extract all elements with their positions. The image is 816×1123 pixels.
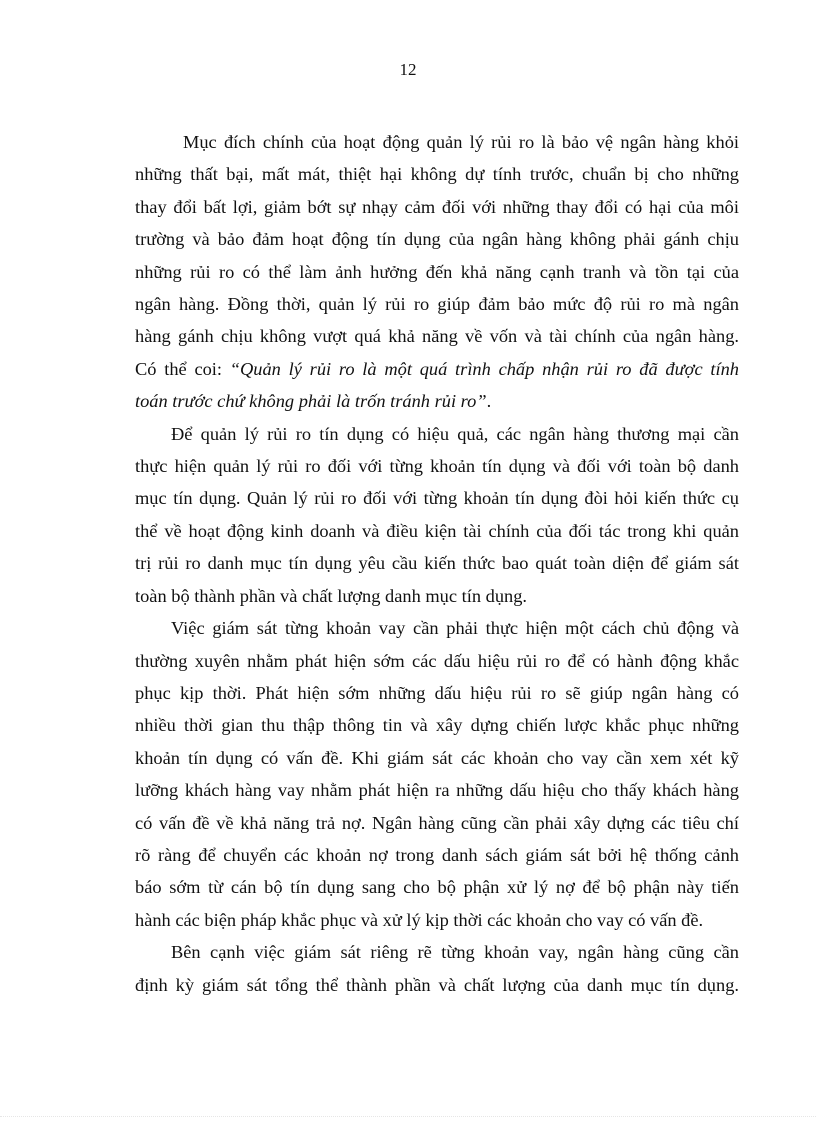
quote-italic-text: toán trước chứ không phải là trốn tránh rủi ro”	[135, 391, 487, 412]
text-line: lưỡng khách hàng vay nhằm phát hiện ra những dấu hiệu cho thấy khách hàng	[135, 780, 739, 801]
text-line: hành các biện pháp khắc phục và xử lý kịp thời các khoản cho vay có vấn đề.	[135, 909, 704, 930]
text-line: toàn bộ thành phần và chất lượng danh mục tín dụng.	[135, 585, 528, 606]
text-line: nhiều thời gian thu thập thông tin và xây dựng chiến lược khắc phục những	[135, 715, 739, 736]
text-line: báo sớm từ cán bộ tín dụng sang cho bộ phận xử lý nợ để bộ phận này tiến	[135, 877, 739, 898]
text-line: trị rủi ro danh mục tín dụng yêu cầu kiến thức bao quát toàn diện để giám sát	[135, 553, 739, 574]
text-line: ngân hàng. Đồng thời, quản lý rủi ro giúp đảm bảo mức độ rủi ro mà ngân	[135, 294, 739, 315]
quote-italic-text: “Quản lý rủi ro là một quá trình chấp nhận rủi ro đã được tính	[229, 358, 739, 379]
paragraph-credit-risk-management	[135, 418, 739, 612]
quote-end-punctuation: .	[486, 391, 492, 412]
text-line: những rủi ro có thể làm ảnh hưởng đến khả năng cạnh tranh và tồn tại của	[135, 261, 739, 282]
page-bottom-rule	[0, 1116, 816, 1117]
text-line: Việc giám sát từng khoản vay cần phải thực hiện một cách chủ động và	[171, 618, 739, 639]
text-line: có vấn đề về khả năng trả nợ. Ngân hàng cũng cần phải xây dựng các tiêu chí	[135, 812, 739, 833]
text-line: thể về hoạt động kinh doanh và điều kiện tài chính của đối tác trong khi quản	[135, 520, 739, 541]
text-line: Để quản lý rủi ro tín dụng có hiệu quả, các ngân hàng thương mại cần	[171, 423, 739, 444]
page-number: 12	[399, 60, 417, 79]
text-line: những thất bại, mất mát, thiệt hại không dự tính trước, chuẩn bị cho những	[135, 164, 739, 185]
text-line: Mục đích chính của hoạt động quản lý rủi ro là bảo vệ ngân hàng khỏi	[183, 132, 739, 152]
text-line: thực hiện quản lý rủi ro đối với từng khoản tín dụng và đối với toàn bộ danh	[135, 456, 739, 477]
document-body	[135, 126, 739, 1001]
text-line: thường xuyên nhằm phát hiện sớm các dấu hiệu rủi ro để có hành động khắc	[135, 650, 739, 671]
text-line: thay đổi bất lợi, giảm bớt sự nhạy cảm đối với những thay đổi có hại của môi	[135, 196, 739, 217]
text-line: phục kịp thời. Phát hiện sớm những dấu hiệu rủi ro sẽ giúp ngân hàng có	[135, 682, 739, 703]
text-line: mục tín dụng. Quản lý rủi ro đối với từng khoản tín dụng đòi hỏi kiến thức cụ	[135, 488, 739, 509]
text-line: Bên cạnh việc giám sát riêng rẽ từng khoản vay, ngân hàng cũng cần	[171, 942, 739, 963]
text-line: hàng gánh chịu không vượt quá khả năng về vốn và tài chính của ngân hàng.	[135, 326, 739, 347]
text-line: định kỳ giám sát tổng thể thành phần và chất lượng của danh mục tín dụng.	[135, 974, 739, 995]
text-line: rõ ràng để chuyển các khoản nợ trong danh sách giám sát bởi hệ thống cảnh	[135, 844, 739, 865]
text-line: trường và bảo đảm hoạt động tín dụng của ngân hàng không phải gánh chịu	[135, 229, 739, 250]
paragraph-portfolio-monitoring	[135, 936, 739, 1001]
text-line-quote-start	[135, 353, 739, 385]
text-line-quote-end	[135, 385, 739, 417]
text-line: khoản tín dụng có vấn đề. Khi giám sát các khoản cho vay cần xem xét kỹ	[135, 747, 739, 768]
quote-lead-text: Có thể coi:	[135, 358, 230, 379]
paragraph-risk-management-purpose	[135, 126, 739, 418]
paragraph-loan-monitoring	[135, 612, 739, 936]
